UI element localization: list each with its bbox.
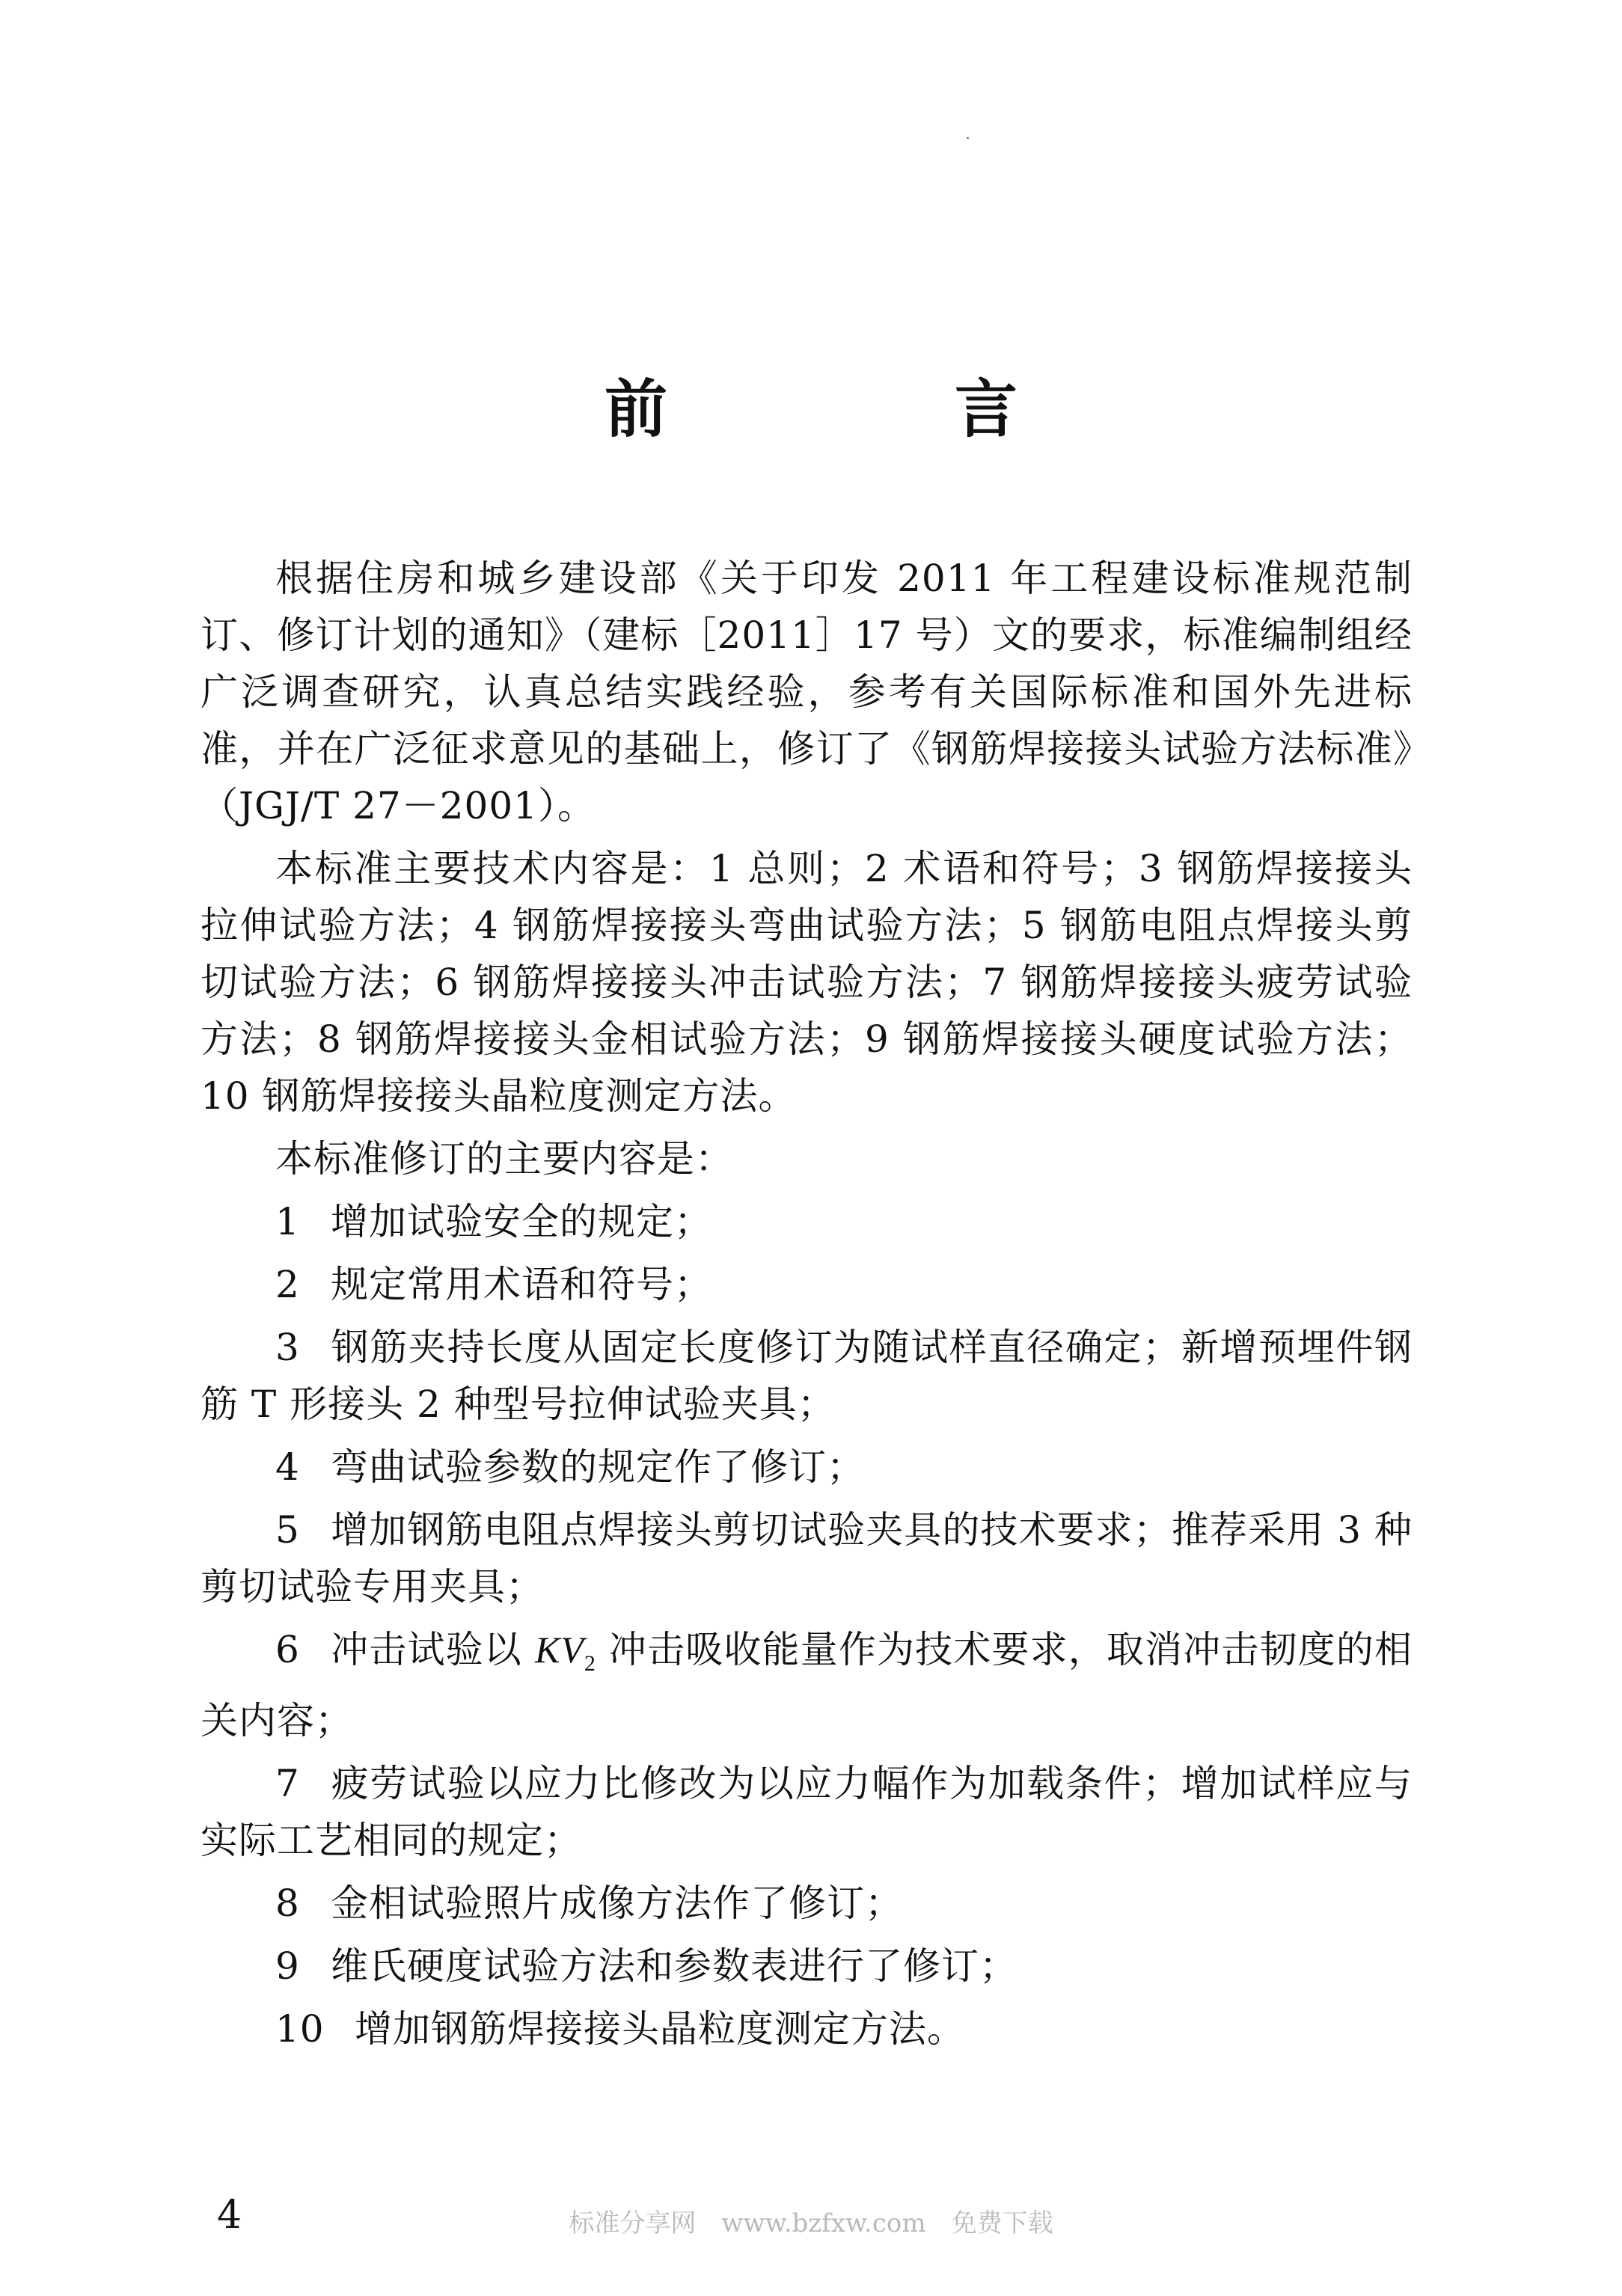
revision-item bbox=[201, 1875, 1413, 1932]
revision-text-after: 冲击吸收能量作为技术要求，取消冲击韧度的相关内容； bbox=[201, 1628, 1413, 1742]
revision-text: 钢筋夹持长度从固定长度修订为随试样直径确定；新增预埋件钢筋 T 形接头 2 种型号拉伸试验夹具； bbox=[201, 1326, 1413, 1426]
revision-text: 疲劳试验以应力比修改为以应力幅作为加载条件；增加试样应与实际工艺相同的规定； bbox=[201, 1762, 1413, 1862]
revision-item bbox=[201, 1755, 1413, 1869]
revision-number: 8 bbox=[275, 1882, 300, 1925]
revision-number: 6 bbox=[275, 1628, 300, 1671]
revision-number: 1 bbox=[275, 1200, 300, 1243]
kv-symbol bbox=[534, 1629, 596, 1676]
scan-speck bbox=[967, 137, 969, 139]
technical-contents-paragraph: 本标准主要技术内容是：1 总则；2 术语和符号；3 钢筋焊接接头拉伸试验方法；4 钢筋焊接接头弯曲试验方法；5 钢筋电阻点焊接头剪切试验方法；6 钢筋焊接接头冲击试验方法；7 钢筋焊接接头疲劳试验方法；8 钢筋焊接接头金相试验方法；9 钢筋焊接接头硬度试验方法；10 钢筋焊接接头晶粒度测定方法。 bbox=[201, 847, 1413, 1118]
kv-subscript: 2 bbox=[584, 1651, 596, 1676]
revision-number: 2 bbox=[275, 1263, 300, 1306]
revision-item bbox=[201, 1501, 1413, 1615]
revision-item bbox=[201, 1621, 1413, 1749]
revision-text: 增加试验安全的规定； bbox=[331, 1200, 712, 1243]
revision-item bbox=[201, 1938, 1413, 1995]
kv-letters: KV bbox=[534, 1629, 584, 1671]
revision-number: 9 bbox=[275, 1944, 300, 1988]
revision-item bbox=[201, 1439, 1413, 1496]
revision-item bbox=[201, 1193, 1413, 1250]
revision-number: 5 bbox=[275, 1508, 300, 1552]
revision-item bbox=[201, 1319, 1413, 1433]
revision-item bbox=[201, 2000, 1413, 2057]
revision-text: 规定常用术语和符号； bbox=[331, 1263, 712, 1306]
revision-number: 3 bbox=[275, 1326, 300, 1369]
revision-text: 金相试验照片成像方法作了修订； bbox=[331, 1882, 903, 1925]
revision-number: 4 bbox=[275, 1445, 300, 1489]
revision-number: 10 bbox=[275, 2007, 325, 2051]
page-title: 前 言 bbox=[604, 372, 1130, 446]
revision-text: 弯曲试验参数的规定作了修订； bbox=[331, 1445, 865, 1489]
revision-item bbox=[201, 1256, 1413, 1313]
document-body bbox=[201, 550, 1413, 2063]
revision-number: 7 bbox=[275, 1762, 300, 1805]
watermark: 标准分享网 www.bzfxw.com 免费下载 bbox=[569, 2208, 1053, 2238]
revision-intro-paragraph: 本标准修订的主要内容是： bbox=[275, 1137, 733, 1181]
revision-text: 增加钢筋焊接接头晶粒度测定方法。 bbox=[355, 2007, 965, 2051]
revision-text: 增加钢筋电阻点焊接头剪切试验夹具的技术要求；推荐采用 3 种剪切试验专用夹具； bbox=[201, 1508, 1413, 1608]
intro-paragraph: 根据住房和城乡建设部《关于印发 2011 年工程建设标准规范制订、修订计划的通知》（建标［2011］17 号）文的要求，标准编制组经广泛调查研究，认真总结实践经验，参考有关国际标准和国外先进标准，并在广泛征求意见的基础上，修订了《钢筋焊接接头试验方法标准》（JGJ/T 27－2001）。 bbox=[201, 557, 1413, 827]
revision-text: 维氏硬度试验方法和参数表进行了修订； bbox=[331, 1944, 1017, 1988]
revision-text-before: 冲击试验以 bbox=[331, 1628, 535, 1671]
page-number: 4 bbox=[217, 2193, 242, 2238]
